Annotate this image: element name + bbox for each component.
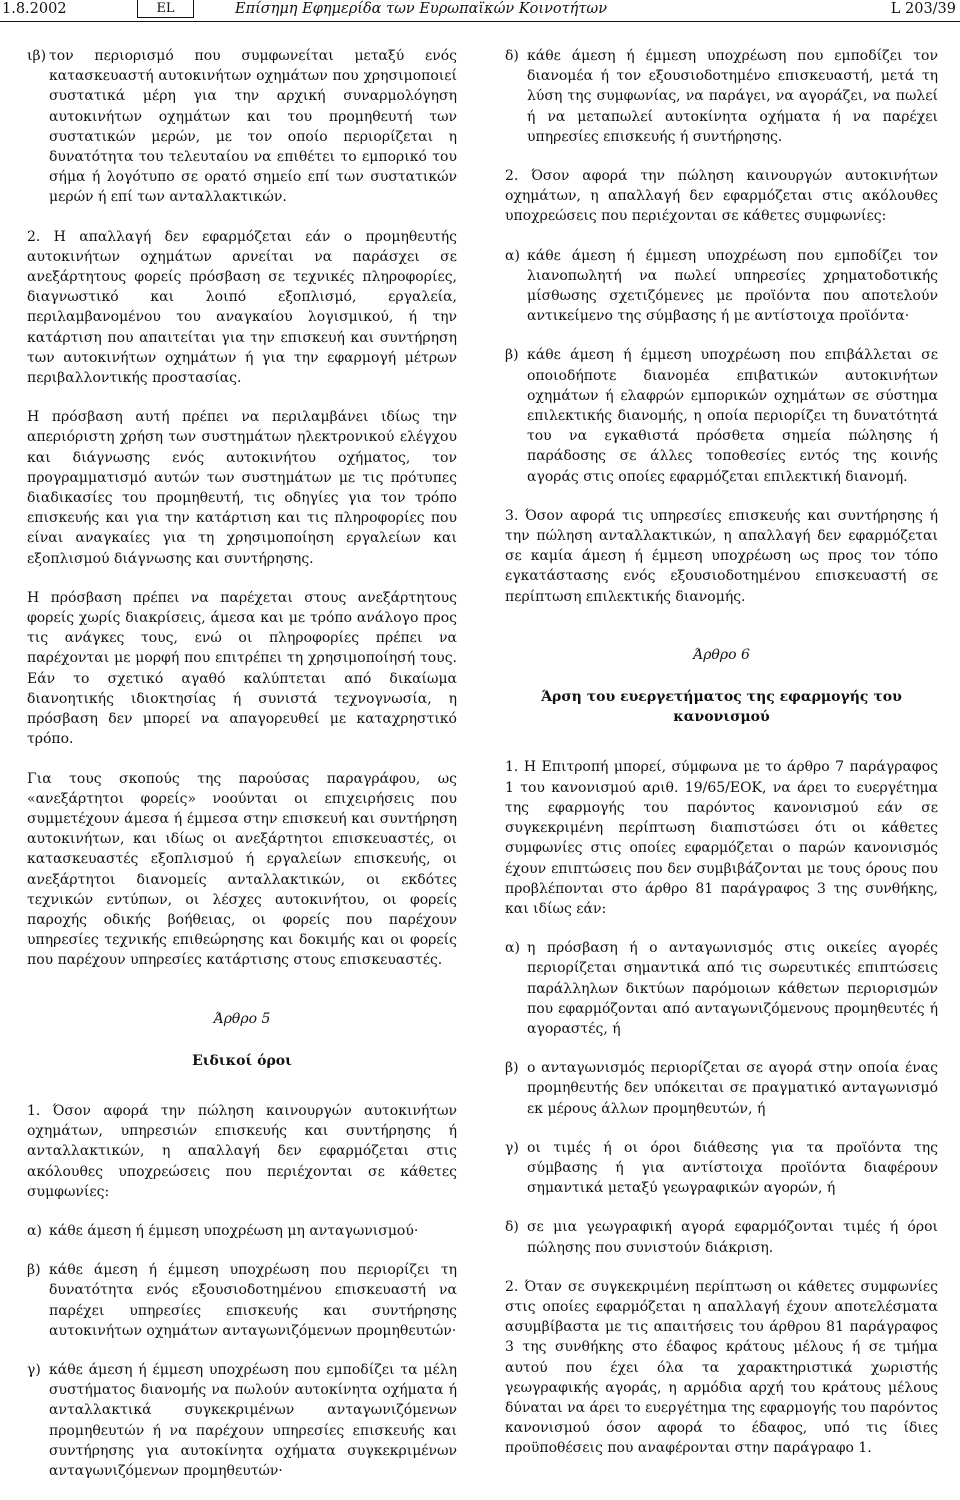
item-label: α) <box>27 1222 42 1239</box>
item-label: β) <box>27 1262 41 1279</box>
item-text: η πρόσβαση ή ο ανταγωνισμός στις οικείες αγορές περιορίζεται σημαντικά από τις σωρευτικές επιπτώσεις παράλληλων δικτύων παρόμοιων κάθετων περιορισμών που εφαρμόζονται από ανταγωνιζόμενους προμηθευτές ή αγοραστές, ή <box>527 940 938 1037</box>
paragraph: 1. Όσον αφορά την πώληση καινουργών αυτοκινήτων οχημάτων, υπηρεσιών επισκευής και συντήρησης ή ανταλλακτικών, η απαλλαγή δεν εφαρμόζεται στις ακόλουθες υποχρεώσεις που περιέχονται σε κάθετες συμφωνίες: <box>27 1102 457 1200</box>
item-text: κάθε άμεση ή έμμεση υποχρέωση που εμποδίζει τα μέλη συστήματος διανομής να πωλούν αυτοκίνητα οχήματα ή ανταλλακτικά συγκεκριμένων ανταγωνιζόμενων προμηθευτών ή να παρέχουν υπηρεσίες επισκευής και συντήρησης για αυτοκίνητα οχήματα συγκεκριμένων ανταγωνιζόμενων προμηθευτών· <box>49 1361 457 1479</box>
paragraph: Για τους σκοπούς της παρούσας παραγράφου, ως «ανεξάρτητοι φορείς» νοούνται οι επιχειρήσεις που συμμετέχουν άμεσα ή έμμεσα στην επισκευή και συντήρηση αυτοκινήτων, και ιδίως οι ανεξάρτητοι επισκευαστές, οι κατασκευαστές εξοπλισμού ή εργαλείων επισκευής, οι ανεξάρτητοι διανομείς ανταλλακτικών, οι εκδότες τεχνικών εντύπων, οι λέσχες αυτοκινήτου, οι φορείς παροχής οδικής βοήθειας, οι φορείς που παρέχουν υπηρεσίες τεχνικής επιθεώρησης και δοκιμής και οι φορείς που παρέχουν υπηρεσίες κατάρτισης στους επισκευαστές. <box>27 770 457 969</box>
paragraph: 2. Όταν σε συγκεκριμένη περίπτωση οι κάθετες συμφωνίες στις οποίες εφαρμόζεται η απαλλαγή έχουν αποτελέσματα ασυμβίβαστα με τις απαιτήσεις του άρθρου 81 παράγραφος 3 της συνθήκης στο έδαφος κράτους μέλους ή σε τμήμα αυτού που έχει όλα τα χαρακτηριστικά χωριστής γεωγραφικής αγοράς, η αρμόδια αρχή του κράτους μέλους δύναται να άρει το ευεργέτημα της εφαρμογής του παρόντος κανονισμού όσον αφορά το έδαφος, υπό τις ίδιες προϋποθέσεις που αναφέρονται στην παράγραφο 1. <box>505 1278 938 1457</box>
item-label: α) <box>505 940 520 957</box>
journal-title: Επίσημη Εφημερίδα των Ευρωπαϊκών Κοινοτήτων <box>235 1 608 17</box>
item-text: οι τιμές ή οι όροι διάθεσης για τα προϊόντα της σύμβασης ή για αντίστοιχα προϊόντα διαφέρουν σημαντικά μεταξύ γεωγραφικών αγορών, ή <box>527 1139 938 1197</box>
list-item <box>505 1217 938 1257</box>
right-column <box>505 46 938 1478</box>
item-label: γ) <box>505 1139 519 1156</box>
list-item <box>505 1058 938 1119</box>
item-label: β) <box>505 347 519 364</box>
list-item <box>505 938 938 1039</box>
paragraph: Η πρόσβαση αυτή πρέπει να περιλαμβάνει ιδίως την απεριόριστη χρήση των συστημάτων ηλεκτρονικού ελέγχου και διάγνωσης ενός αυτοκινήτου οχήματος, τον προγραμματισμό αυτών των συστημάτων με τις πρότυπες διαδικασίες του προμηθευτή, τις οδηγίες για τον τρόπο επισκευής και για την κατάρτιση και τις πληροφορίες που είναι αναγκαίες για τη χρησιμοποίηση εργαλείων και εξοπλισμού διάγνωσης και συντήρησης. <box>27 409 457 567</box>
left-column <box>27 46 457 1500</box>
item-text: κάθε άμεση ή έμμεση υποχρέωση που επιβάλλεται σε οποιοδήποτε διανομέα επιβατικών αυτοκινήτων οχημάτων ή ελαφρών εμπορικών οχημάτων σε σύστημα επιλεκτικής διανομής, η οποία περιορίζει τη δυνατότητά του να εγκαθιστά πρόσθετα σημεία πώλησης ή παράδοσης σε άλλες τοποθεσίες εντός της κοινής αγοράς στις οποίες εφαρμόζεται επιλεκτική διανομή. <box>527 347 938 485</box>
item-text: τον περιορισμό που συμφωνείται μεταξύ ενός κατασκευαστή αυτοκινήτων οχημάτων που χρησιμοποιεί συστατικά μέρη για την αρχική συναρμολόγηση αυτοκινήτων οχημάτων και του προμηθευτή των συστατικών μερών, με τον οποίο περιορίζεται η δυνατότητα του τελευταίου να επιθέτει το εμπορικό του σήμα ή λογότυπο σε ορατό σημείο επί των συστατικών μερών ή επί των ανταλλακτικών. <box>49 48 457 206</box>
page-header <box>0 0 960 22</box>
header-rule <box>0 21 960 22</box>
list-item <box>27 1360 457 1481</box>
paragraph: 3. Όσον αφορά τις υπηρεσίες επισκευής και συντήρησης ή την πώληση ανταλλακτικών, η απαλλαγή δεν εφαρμόζεται σε καμία άμεση ή έμμεση υποχρέωση ως προς τον τόπο εγκατάστασης ενός εξουσιοδοτημένου επισκευαστή σε περίπτωση επιλεκτικής διανομής. <box>505 507 938 605</box>
language-box: EL <box>137 0 194 18</box>
paragraph: Η πρόσβαση πρέπει να παρέχεται στους ανεξάρτητους φορείς χωρίς διακρίσεις, άμεσα και με τρόπο ανάλογο προς τις ανάγκες τους, ενώ οι πληροφορίες πρέπει να παρέχονται με μορφή που επιτρέπει τη χρησιμοποίησή τους. Εάν το σχετικό αγαθό καλύπτεται από δικαίωμα διανοητικής ιδιοκτησίας ή συνιστά τεχνογνωσία, η πρόσβαση δεν μπορεί να απαγορευθεί με καταχρηστικό τρόπο. <box>27 589 457 748</box>
list-item <box>27 46 457 208</box>
item-text: κάθε άμεση ή έμμεση υποχρέωση μη ανταγωνισμού· <box>49 1222 419 1239</box>
list-item <box>27 1221 457 1241</box>
issue-date: 1.8.2002 <box>2 1 67 17</box>
article-number: Άρθρο 5 <box>213 1010 271 1027</box>
list-item <box>505 345 938 486</box>
item-text: σε μια γεωγραφική αγορά εφαρμόζονται τιμές ή όροι πώλησης που συνιστούν διάκριση. <box>527 1219 938 1256</box>
item-label: γ) <box>27 1361 41 1378</box>
paragraph: 2. Η απαλλαγή δεν εφαρμόζεται εάν ο προμηθευτής αυτοκινήτων οχημάτων αρνείται να παράσχει σε ανεξάρτητους φορείς πρόσβαση σε τεχνικές πληροφορίες, διαγνωστικό και λοιπό εξοπλισμό, εργαλεία, περιλαμβανομένου του αναγκαίου λογισμικού, ή την κατάρτιση που απαιτείται για την επισκευή και συντήρηση των αυτοκινήτων οχημάτων ή για την εφαρμογή μέτρων περιβαλλοντικής προστασίας. <box>27 228 457 387</box>
paragraph: 2. Όσον αφορά την πώληση καινουργών αυτοκινήτων οχημάτων, η απαλλαγή δεν εφαρμόζεται στις ακόλουθες υποχρεώσεις που περιέχονται σε κάθετες συμφωνίες: <box>505 168 938 225</box>
paragraph: 1. Η Επιτροπή μπορεί, σύμφωνα με το άρθρο 7 παράγραφος 1 του κανονισμού αριθ. 19/65/ΕΟΚ, να άρει το ευεργέτημα της εφαρμογής του παρόντος κανονισμού εάν σε συγκεκριμένη περίπτωση διαπιστώσει ότι οι κάθετες συμφωνίες στις οποίες εφαρμόζεται ο παρών κανονισμός έχουν επιπτώσεις που δεν συμβιβάζονται με τους όρους που προβλέπονται στο άρθρο 81 παράγραφος 3 της συνθήκης, και ιδίως εάν: <box>505 759 938 917</box>
item-text: κάθε άμεση ή έμμεση υποχρέωση που εμποδίζει τον διανομέα ή τον εξουσιοδοτημένο επισκευαστή, μετά τη λύση της συμφωνίας, να παράγει, να αγοράζει, να πωλεί ή να μεταπωλεί αυτοκίνητα οχήματα ή να παρέχει υπηρεσίες επισκευής ή συντήρησης. <box>527 48 938 145</box>
item-label: ιβ) <box>27 48 47 64</box>
item-text: ο ανταγωνισμός περιορίζεται σε αγορά στην οποία ένας προμηθευτής δεν υπόκειται σε πραγματικό ανταγωνισμό εκ μέρους άλλων προμηθευτών, ή <box>527 1060 938 1117</box>
item-label: δ) <box>505 1219 519 1236</box>
article-number: Άρθρο 6 <box>693 646 750 663</box>
item-label: α) <box>505 247 520 264</box>
item-label: δ) <box>505 48 519 64</box>
item-text: κάθε άμεση ή έμμεση υποχρέωση που εμποδίζει τον λιανοπωλητή να πωλεί υπηρεσίες χρηματοδοτικής μίσθωσης σχετιζόμενες με προϊόντα που αποτελούν αντικείμενο της σύμβασης ή με αντίστοιχα προϊόντα· <box>527 247 938 325</box>
item-label: β) <box>505 1060 519 1077</box>
article-title: Ειδικοί όροι <box>192 1052 292 1069</box>
article-title: Άρση του ευεργετήματος της εφαρμογής του κανονισμού <box>541 689 902 726</box>
list-item <box>505 46 938 147</box>
list-item <box>505 246 938 327</box>
list-item <box>505 1138 938 1199</box>
item-text: κάθε άμεση ή έμμεση υποχρέωση που περιορίζει τη δυνατότητα ενός εξουσιοδοτημένου επισκευαστή να παρέχει υπηρεσίες επισκευής και συντήρησης αυτοκινήτων οχημάτων ανταγωνιζόμενων προμηθευτών· <box>49 1262 457 1339</box>
list-item <box>27 1260 457 1341</box>
page-number: L 203/39 <box>890 1 956 17</box>
